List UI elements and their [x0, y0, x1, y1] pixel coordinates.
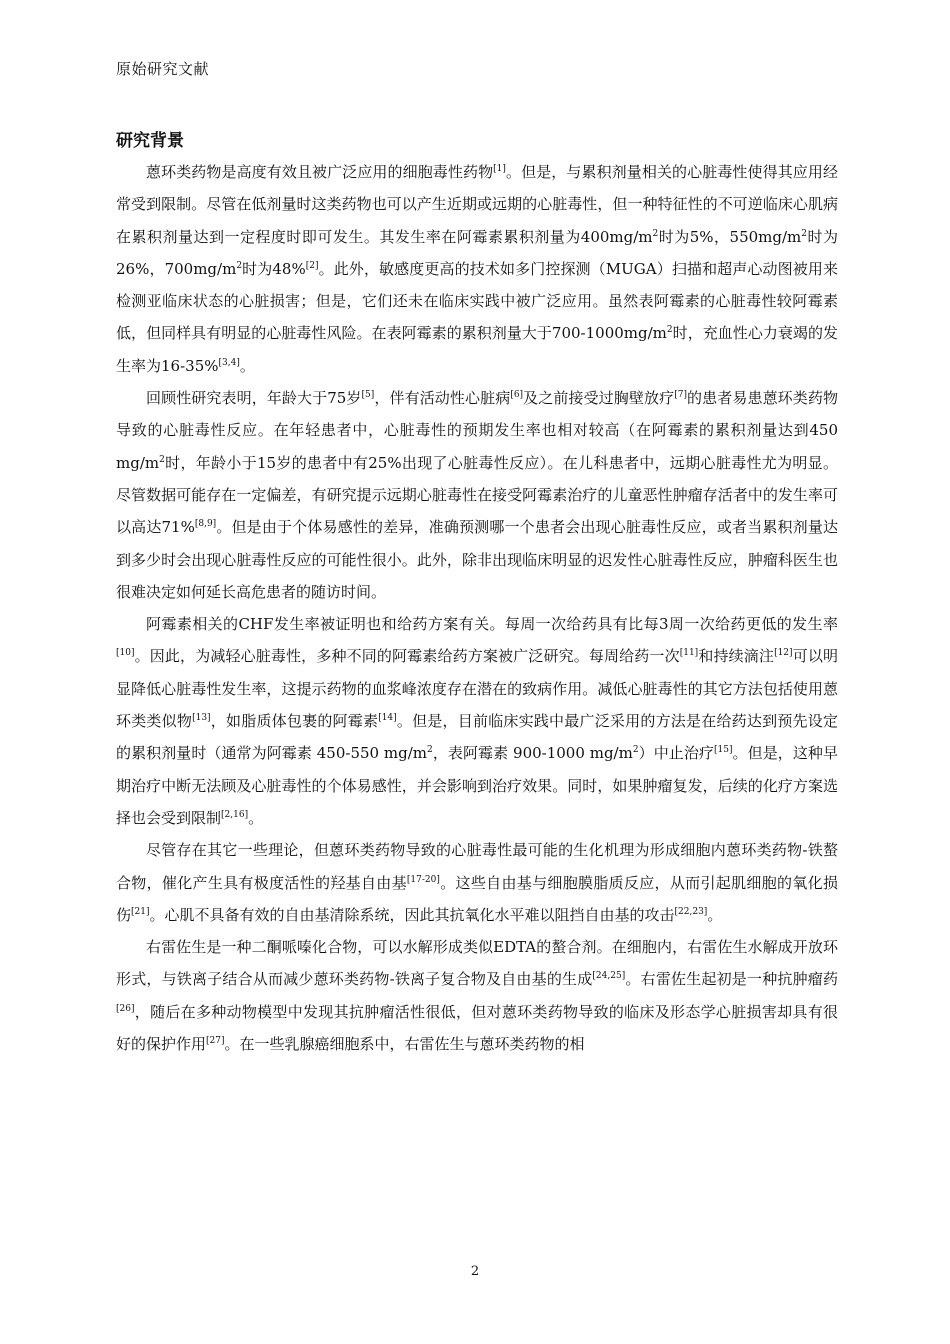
- paragraph-text: 阿霉素相关的CHF发生率被证明也和给药方案有关。每周一次给药具有比每3周一次给药更低的发生率: [146, 615, 838, 634]
- citation-superscript: [12]: [774, 648, 793, 659]
- paragraph-text: 回顾性研究表明，年龄大于75岁: [146, 389, 362, 408]
- paragraph-text: ，随后在多种动物模型中发现其抗肿瘤活性很低，但对蒽环类药物导致的临床及形态学心脏损害却具有很好的保护作用: [116, 1002, 838, 1054]
- paragraph: [116, 931, 838, 1060]
- paragraph-text: 。但是由于个体易感性的差异，准确预测哪一个患者会出现心脏毒性反应，或者当累积剂量达到多少时会出现心脏毒性反应的可能性很小。此外，除非出现临床明显的迟发性心脏毒性反应，肿瘤科医生也很难决定如何延长高危患者的随访时间。: [116, 518, 838, 601]
- citation-superscript: [14]: [378, 713, 397, 724]
- paragraph-text: 时为26%，700mg/m: [116, 227, 838, 278]
- citation-superscript: 2: [427, 745, 433, 756]
- paragraph-text: 。这些自由基与细胞膜脂质反应，从而引起肌细胞的氧化损伤: [116, 873, 838, 924]
- paragraph-text: 时为5%，550mg/m: [658, 227, 802, 246]
- citation-superscript: 2: [632, 745, 639, 756]
- paragraph-text: 尽管存在其它一些理论，但蒽环类药物导致的心脏毒性最可能的生化机理为形成细胞内蒽环类药物-铁螯合物，催化产生具有极度活性的羟基自由基: [116, 841, 838, 892]
- citation-superscript: [2]: [305, 260, 319, 271]
- paragraph-text: ，表阿霉素 900-1000 mg/m: [432, 744, 633, 763]
- citation-superscript: [13]: [192, 713, 211, 724]
- section-heading: 研究背景: [116, 131, 184, 151]
- paragraph-text: 。心肌不具备有效的自由基清除系统，因此其抗氧化水平难以阻挡自由基的攻击: [149, 905, 675, 924]
- running-header: 原始研究文献: [116, 60, 210, 78]
- paragraph-text: 时，年龄小于15岁的患者中有25%出现了心脏毒性反应）。在儿科患者中，远期心脏毒性尤为明显。尽管数据可能存在一定偏差，有研究提示远期心脏毒性在接受阿霉素治疗的儿童恶性肿瘤存活者中的发生率可以高达71%: [116, 453, 838, 537]
- citation-superscript: [15]: [714, 745, 733, 756]
- paragraph-text: 时为48%: [242, 259, 306, 278]
- citation-superscript: [22,23]: [674, 906, 708, 917]
- citation-superscript: [2,16]: [221, 809, 249, 820]
- citation-superscript: [26]: [116, 1003, 135, 1014]
- citation-superscript: [7]: [674, 390, 687, 401]
- paragraph-text: 。但是，这种早期治疗中断无法顾及心脏毒性的个体易感性，并会影响到治疗效果。同时，如果肿瘤复发，后续的化疗方案选择也会受到限制: [116, 744, 838, 827]
- citation-superscript: [5]: [361, 390, 375, 401]
- paragraph-text: 蒽环类药物是高度有效且被广泛应用的细胞毒性药物: [146, 163, 494, 181]
- page-number: 2: [470, 1264, 480, 1279]
- citation-superscript: [3,4]: [218, 357, 240, 368]
- paragraph-text: 。因此，为减轻心脏毒性，多种不同的阿霉素给药方案被广泛研究。每周给药一次: [134, 647, 680, 666]
- paragraph-text: 和持续滴注: [698, 647, 775, 666]
- paragraph-text: 。此外，敏感度更高的技术如多门控探测（MUGA）扫描和超声心动图被用来检测亚临床状态的心脏损害；但是，它们还未在临床实践中被广泛应用。虽然表阿霉素的心脏毒性较阿霉素低，但同样具有明显的心脏毒性风险。在表阿霉素的累积剂量大于700-1000mg/m: [116, 259, 838, 343]
- paragraph-text: 。: [707, 905, 723, 924]
- paragraph-text: 。: [239, 356, 255, 375]
- paragraph-text: ）中止治疗: [638, 744, 714, 763]
- citation-superscript: 2: [159, 454, 165, 465]
- citation-superscript: 2: [801, 228, 807, 239]
- citation-superscript: [11]: [679, 648, 699, 659]
- paragraph-text: 可以明显降低心脏毒性发生率，这提示药物的血浆峰浓度存在潜在的致病作用。减低心脏毒性的其它方法包括使用蒽环类类似物: [116, 647, 838, 731]
- paragraph-text: 。在一些乳腺癌细胞系中，右雷佐生与蒽环类药物的相: [224, 1035, 585, 1054]
- citation-superscript: 2: [666, 325, 673, 336]
- citation-superscript: [24,25]: [592, 971, 626, 982]
- paragraph-text: 右雷佐生是一种二酮哌嗪化合物，可以水解形成类似EDTA的螯合剂。在细胞内，右雷佐生水解成开放环形式，与铁离子结合从而减少蒽环类药物-铁离子复合物及自由基的生成: [116, 938, 838, 989]
- paragraph: [116, 834, 838, 931]
- paragraph: [116, 156, 838, 382]
- paragraph: [116, 382, 838, 608]
- paragraph-text: ，伴有活动性心脏病: [374, 389, 511, 408]
- paragraph-text: 。但是，与累积剂量相关的心脏毒性使得其应用经常受到限制。尽管在低剂量时这类药物也可以产生近期或远期的心脏毒性，但一种特征性的不可逆临床心肌病在累积剂量达到一定程度时即可发生。其发生率在阿霉素累积剂量为400mg/m: [116, 163, 838, 246]
- citation-superscript: 2: [236, 260, 243, 271]
- paragraph-text: ，如脂质体包裹的阿霉素: [210, 712, 379, 731]
- body-text: [116, 156, 838, 1060]
- paragraph: [116, 608, 838, 834]
- paragraph-text: 。右雷佐生起初是一种抗肿瘤药: [625, 970, 838, 989]
- citation-superscript: [10]: [116, 648, 135, 659]
- paragraph-text: 及之前接受过胸壁放疗: [523, 389, 675, 408]
- paragraph-text: 时，充血性心力衰竭的发生率为16-35%: [116, 324, 838, 375]
- citation-superscript: [8,9]: [194, 519, 217, 530]
- paragraph-text: 的患者易患蒽环类药物导致的心脏毒性反应。在年轻患者中，心脏毒性的预期发生率也相对较高（在阿霉素的累积剂量达到450 mg/m: [116, 389, 838, 472]
- citation-superscript: [17-20]: [406, 874, 440, 885]
- citation-superscript: 2: [652, 228, 659, 239]
- citation-superscript: [27]: [206, 1036, 225, 1047]
- citation-superscript: [21]: [131, 906, 150, 917]
- paragraph-text: 。但是，目前临床实践中最广泛采用的方法是在给药达到预先设定的累积剂量时（通常为阿霉素 450-550 mg/m: [116, 712, 838, 763]
- paragraph-text: 。: [248, 808, 264, 827]
- citation-superscript: [1]: [493, 164, 506, 174]
- citation-superscript: [6]: [510, 390, 524, 401]
